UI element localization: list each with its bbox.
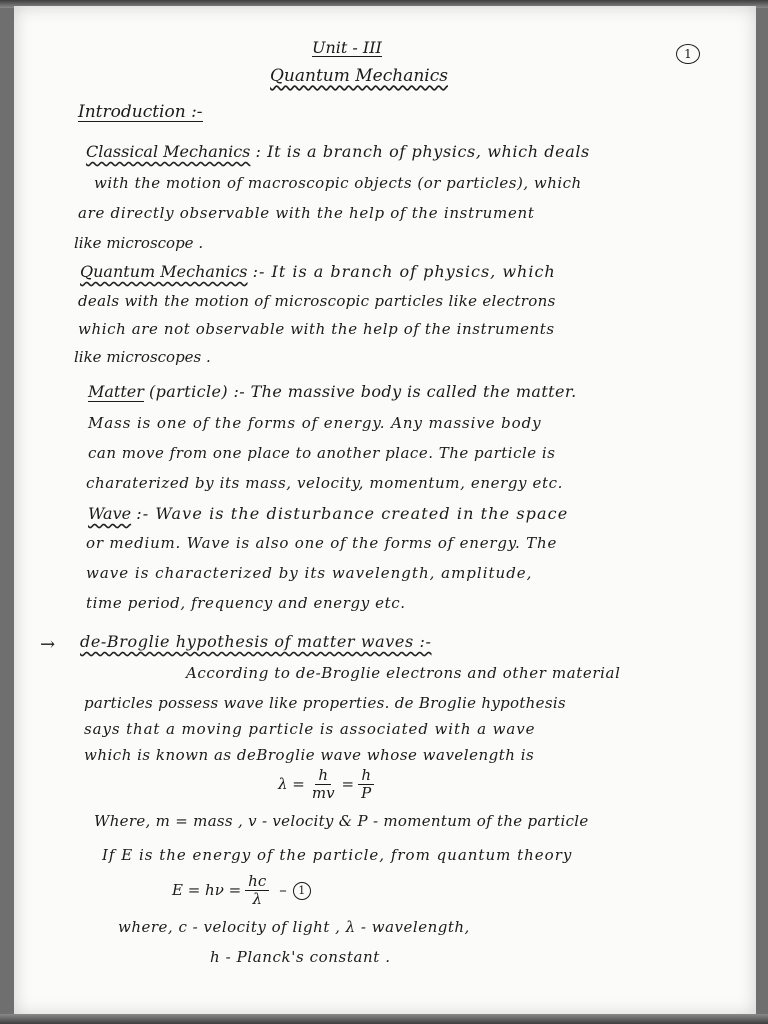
classical-line-2: with the motion of macroscopic objects (or particles), which xyxy=(94,174,582,192)
energy-equation: E = hν = $\frac{hc}{\lambda}$ – 1 xyxy=(172,874,311,907)
notebook-page xyxy=(14,6,756,1016)
wave-line-1: Wave :- Wave is the disturbance created in the space xyxy=(88,504,569,523)
matter-line-3: can move from one place to another place. The particle is xyxy=(88,444,556,462)
matter-line-2: Mass is one of the forms of energy. Any massive body xyxy=(88,414,542,432)
debroglie-line-1: According to de-Broglie electrons and other material xyxy=(186,664,621,682)
planck-line: h - Planck's constant . xyxy=(210,948,391,966)
photo-bottom-edge xyxy=(0,1014,768,1024)
quantum-line-3: which are not observable with the help of the instruments xyxy=(78,320,555,338)
wave-line-4: time period, frequency and energy etc. xyxy=(86,594,406,612)
quantum-line-2: deals with the motion of microscopic particles like electrons xyxy=(78,292,556,310)
debroglie-line-4: which is known as deBroglie wave whose wavelength is xyxy=(84,746,535,764)
fraction-h-over-mv: $\frac{h}{mv}$ xyxy=(311,766,335,802)
quantum-term: Quantum Mechanics xyxy=(80,262,248,281)
matter-line-1: Matter (particle) :- The massive body is called the matter. xyxy=(88,382,577,401)
quantum-line-1: Quantum Mechanics :- It is a branch of physics, which xyxy=(80,262,556,281)
matter-term: Matter xyxy=(88,382,144,401)
where-mass-line: Where, m = mass , v - velocity & P - momentum of the particle xyxy=(94,812,589,830)
matter-line-4: charaterized by its mass, velocity, momentum, energy etc. xyxy=(86,474,563,492)
debroglie-line-2: particles possess wave like properties. de Broglie hypothesis xyxy=(84,694,566,712)
intro-heading: Introduction :- xyxy=(78,102,203,122)
unit-heading: Unit - III xyxy=(312,38,382,57)
arrow-bullet: → xyxy=(40,634,56,655)
energy-line: If E is the energy of the particle, from quantum theory xyxy=(102,846,573,864)
fraction-hc-over-lambda: $\frac{hc}{\lambda}$ xyxy=(245,874,269,907)
debroglie-line-3: says that a moving particle is associated with a wave xyxy=(84,720,536,738)
fraction-h-over-p: $\frac{h}{P}$ xyxy=(358,768,374,801)
classical-term: Classical Mechanics xyxy=(86,142,251,161)
page-number: 1 xyxy=(676,44,700,64)
wave-line-3: wave is characterized by its wavelength, amplitude, xyxy=(86,564,533,582)
where-light-line: where, c - velocity of light , λ - wavelength, xyxy=(118,918,470,936)
wave-line-2: or medium. Wave is also one of the forms of energy. The xyxy=(86,534,558,552)
debroglie-equation: λ = $\frac{h}{mv}$ = $\frac{h}{P}$ xyxy=(278,768,378,801)
classical-line-1: Classical Mechanics : It is a branch of physics, which deals xyxy=(86,142,590,161)
equation-number: 1 xyxy=(293,882,311,900)
classical-line-4: like microscope . xyxy=(74,234,204,252)
classical-line-3: are directly observable with the help of the instrument xyxy=(78,204,535,222)
debroglie-heading: de-Broglie hypothesis of matter waves :- xyxy=(80,632,432,651)
quantum-line-4: like microscopes . xyxy=(74,348,211,366)
wave-term: Wave xyxy=(88,504,132,523)
page-title: Quantum Mechanics xyxy=(270,66,448,86)
